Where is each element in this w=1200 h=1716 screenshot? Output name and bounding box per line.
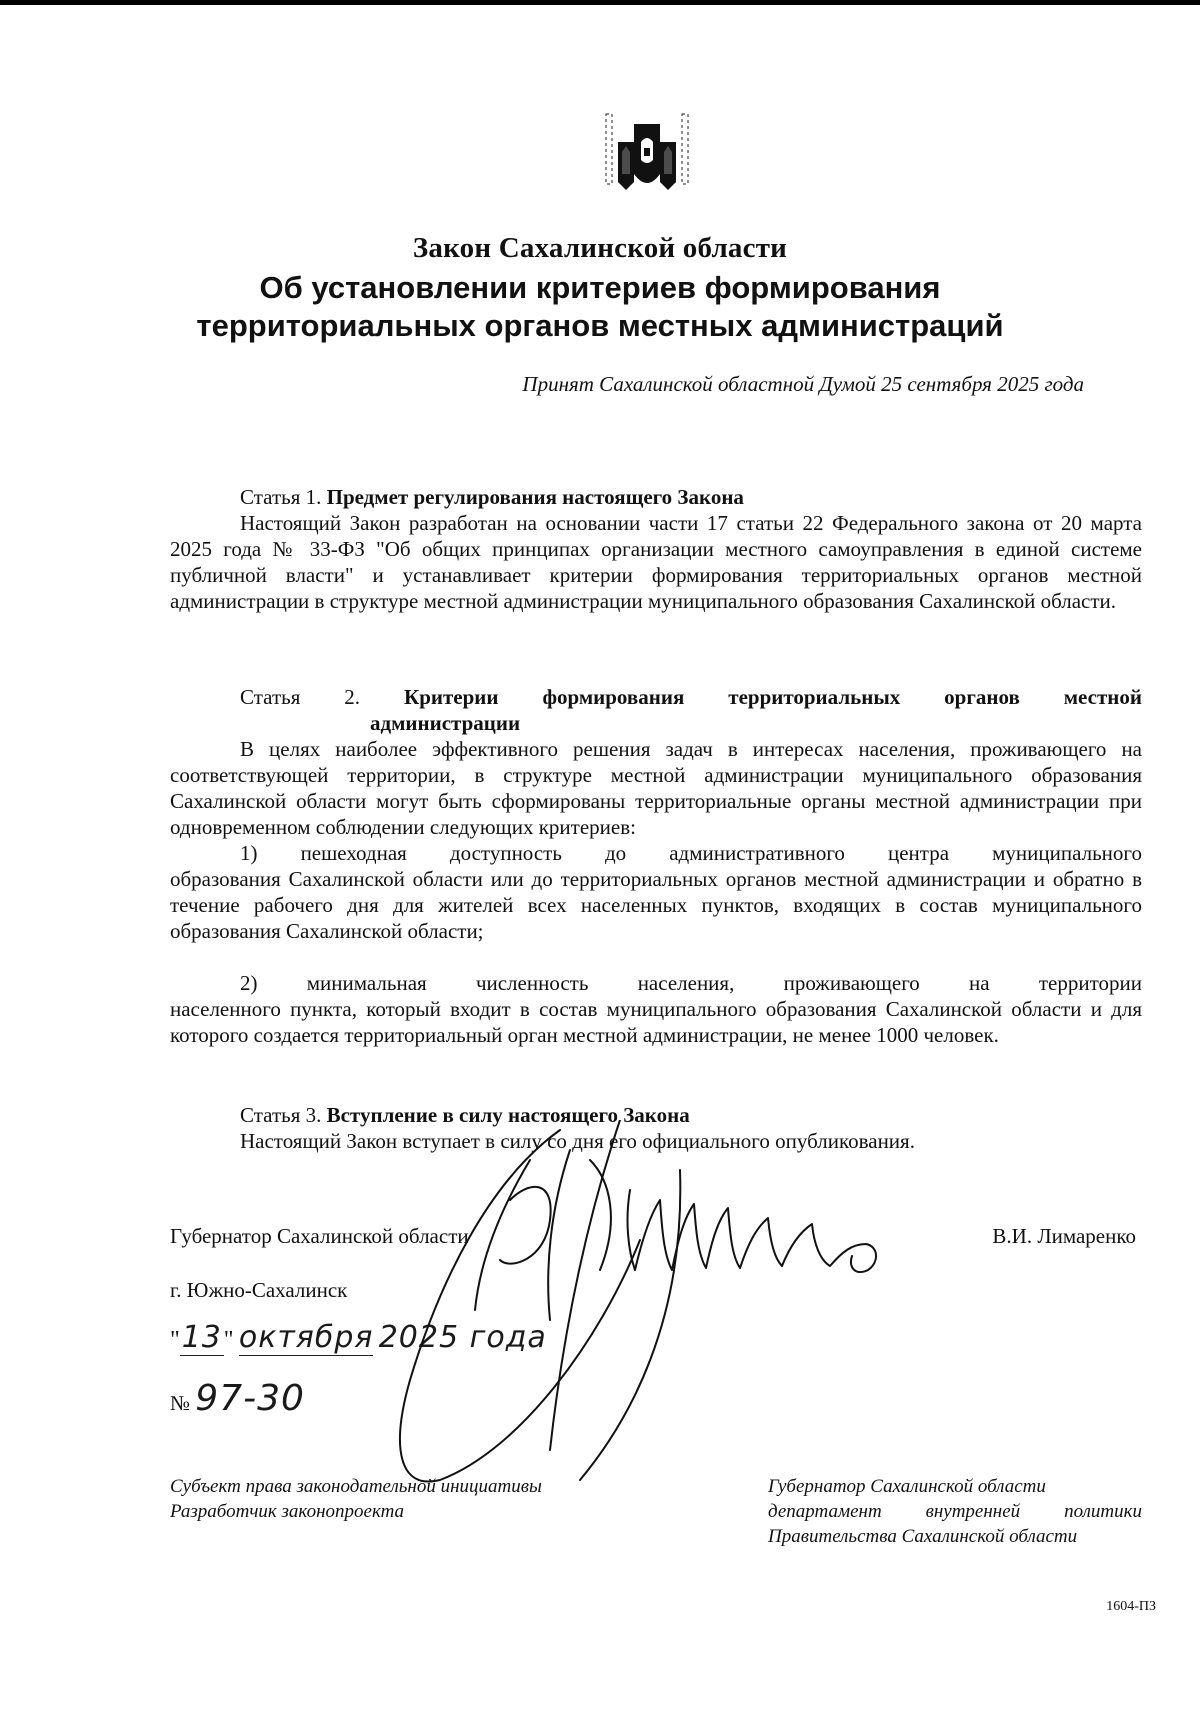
article-1-title: Предмет регулирования настоящего Закона [326,485,744,509]
criterion-1-text: образования Сахалинской области или до территориальных органов местной администрации и обратно в течение рабочего дня для жителей всех населенных пунктов, входящих в состав муниципального образования Сахалинской области; [170,867,1142,943]
quote-close: " [223,1327,234,1353]
document-code: 1604-ПЗ [1106,1599,1156,1614]
law-number [170,1378,305,1419]
coat-of-arms-icon [604,112,690,196]
article-1-heading [240,484,744,510]
quote-open: " [170,1327,180,1353]
signatory-name: В.И. Лимаренко [992,1224,1136,1248]
article-2-title-word: местной [1063,685,1142,709]
article-2-prefix-word: Статья [240,685,301,709]
number-sign: № [170,1391,191,1415]
article-2-title-word: Критерии [403,685,499,709]
initiative-subject-label: Субъект права законодательной инициативы [170,1476,542,1497]
criterion-1-word: доступность [449,841,562,865]
initiative-subject-labels [170,1474,542,1524]
criterion-1-word: административного [669,841,845,865]
article-2-title-continued: администрации [370,711,521,735]
criterion-1-word: муниципального [992,841,1142,865]
article-2-title-word: органов [944,685,1020,709]
article-2-intro: В целях наиболее эффективного решения задач в интересах населения, проживающего на соответствующей территории, в структуре местной администрации муниципального образования Сахалинской области могут быть сформированы территориальные органы местной администрации при одновременном соблюдении следующих критериев: [170,737,1142,839]
number-value: 97-30 [195,1378,305,1419]
criterion-1-word: центра [888,841,950,865]
city: г. Южно-Сахалинск [170,1278,348,1302]
article-3-prefix: Статья 3. [240,1103,322,1127]
article-3-title: Вступление в силу настоящего Закона [326,1103,690,1127]
law-subject-line-1: Об установлении критериев формирования [259,270,941,305]
criterion-2-first-line [240,970,1142,996]
article-3-text: Настоящий Закон вступает в силу со дня его официального опубликования. [240,1129,915,1153]
handwritten-signature-icon [380,1120,980,1500]
bill-developer-value-line-1: департамент внутренней политики [768,1501,1142,1522]
criterion-2-word: территории [1038,971,1142,995]
article-2-title-word: территориальных [728,685,901,709]
criterion-2-number: 2) [240,971,258,995]
initiative-subject-value: Губернатор Сахалинской области [768,1476,1046,1497]
criterion-1-number: 1) [240,841,258,865]
bill-developer-value-line-2: Правительства Сахалинской области [768,1526,1078,1547]
date-month: октября [238,1320,374,1355]
criterion-1-word: до [604,841,627,865]
article-1-prefix: Статья 1. [240,485,322,509]
criterion-2-word: минимальная [306,971,427,995]
signatory-position: Губернатор Сахалинской области [170,1224,469,1248]
criterion-1-word: пешеходная [300,841,407,865]
criterion-2-word: проживающего [783,971,920,995]
article-1-text: Настоящий Закон разработан на основании части 17 статьи 22 Федерального закона от 20 марта 2025 года № 33-ФЗ "Об общих принципах организации местного самоуправления в единой системе публичной власти" и устанавливает критерии формирования территориальных органов местной администрации в структуре местной администрации муниципального образования Сахалинской области. [170,511,1142,613]
scan-edge [0,0,1200,5]
initiative-subject-values [768,1474,1142,1549]
criterion-2-word: численность [475,971,589,995]
date-year: 2025 года [378,1320,547,1355]
criterion-2-text: населенного пункта, который входит в состав муниципального образования Сахалинской области и для которого создается территориальный орган местной администрации, не менее 1000 человек. [170,997,1142,1047]
criterion-2-word: населения, [637,971,735,995]
date-day: 13 [181,1320,222,1355]
criterion-2-word: на [969,971,990,995]
law-title: Закон Сахалинской области [412,232,788,264]
criterion-1-first-line [240,840,1142,866]
article-2-title-word: формирования [542,685,685,709]
adoption-note: Принят Сахалинской областной Думой 25 сентября 2025 года [522,372,1084,396]
bill-developer-label: Разработчик законопроекта [170,1501,405,1522]
article-2-heading [240,684,1142,710]
article-2-prefix-num: 2. [344,685,361,709]
law-subject-line-2: территориальных органов местных администраций [196,308,1004,343]
